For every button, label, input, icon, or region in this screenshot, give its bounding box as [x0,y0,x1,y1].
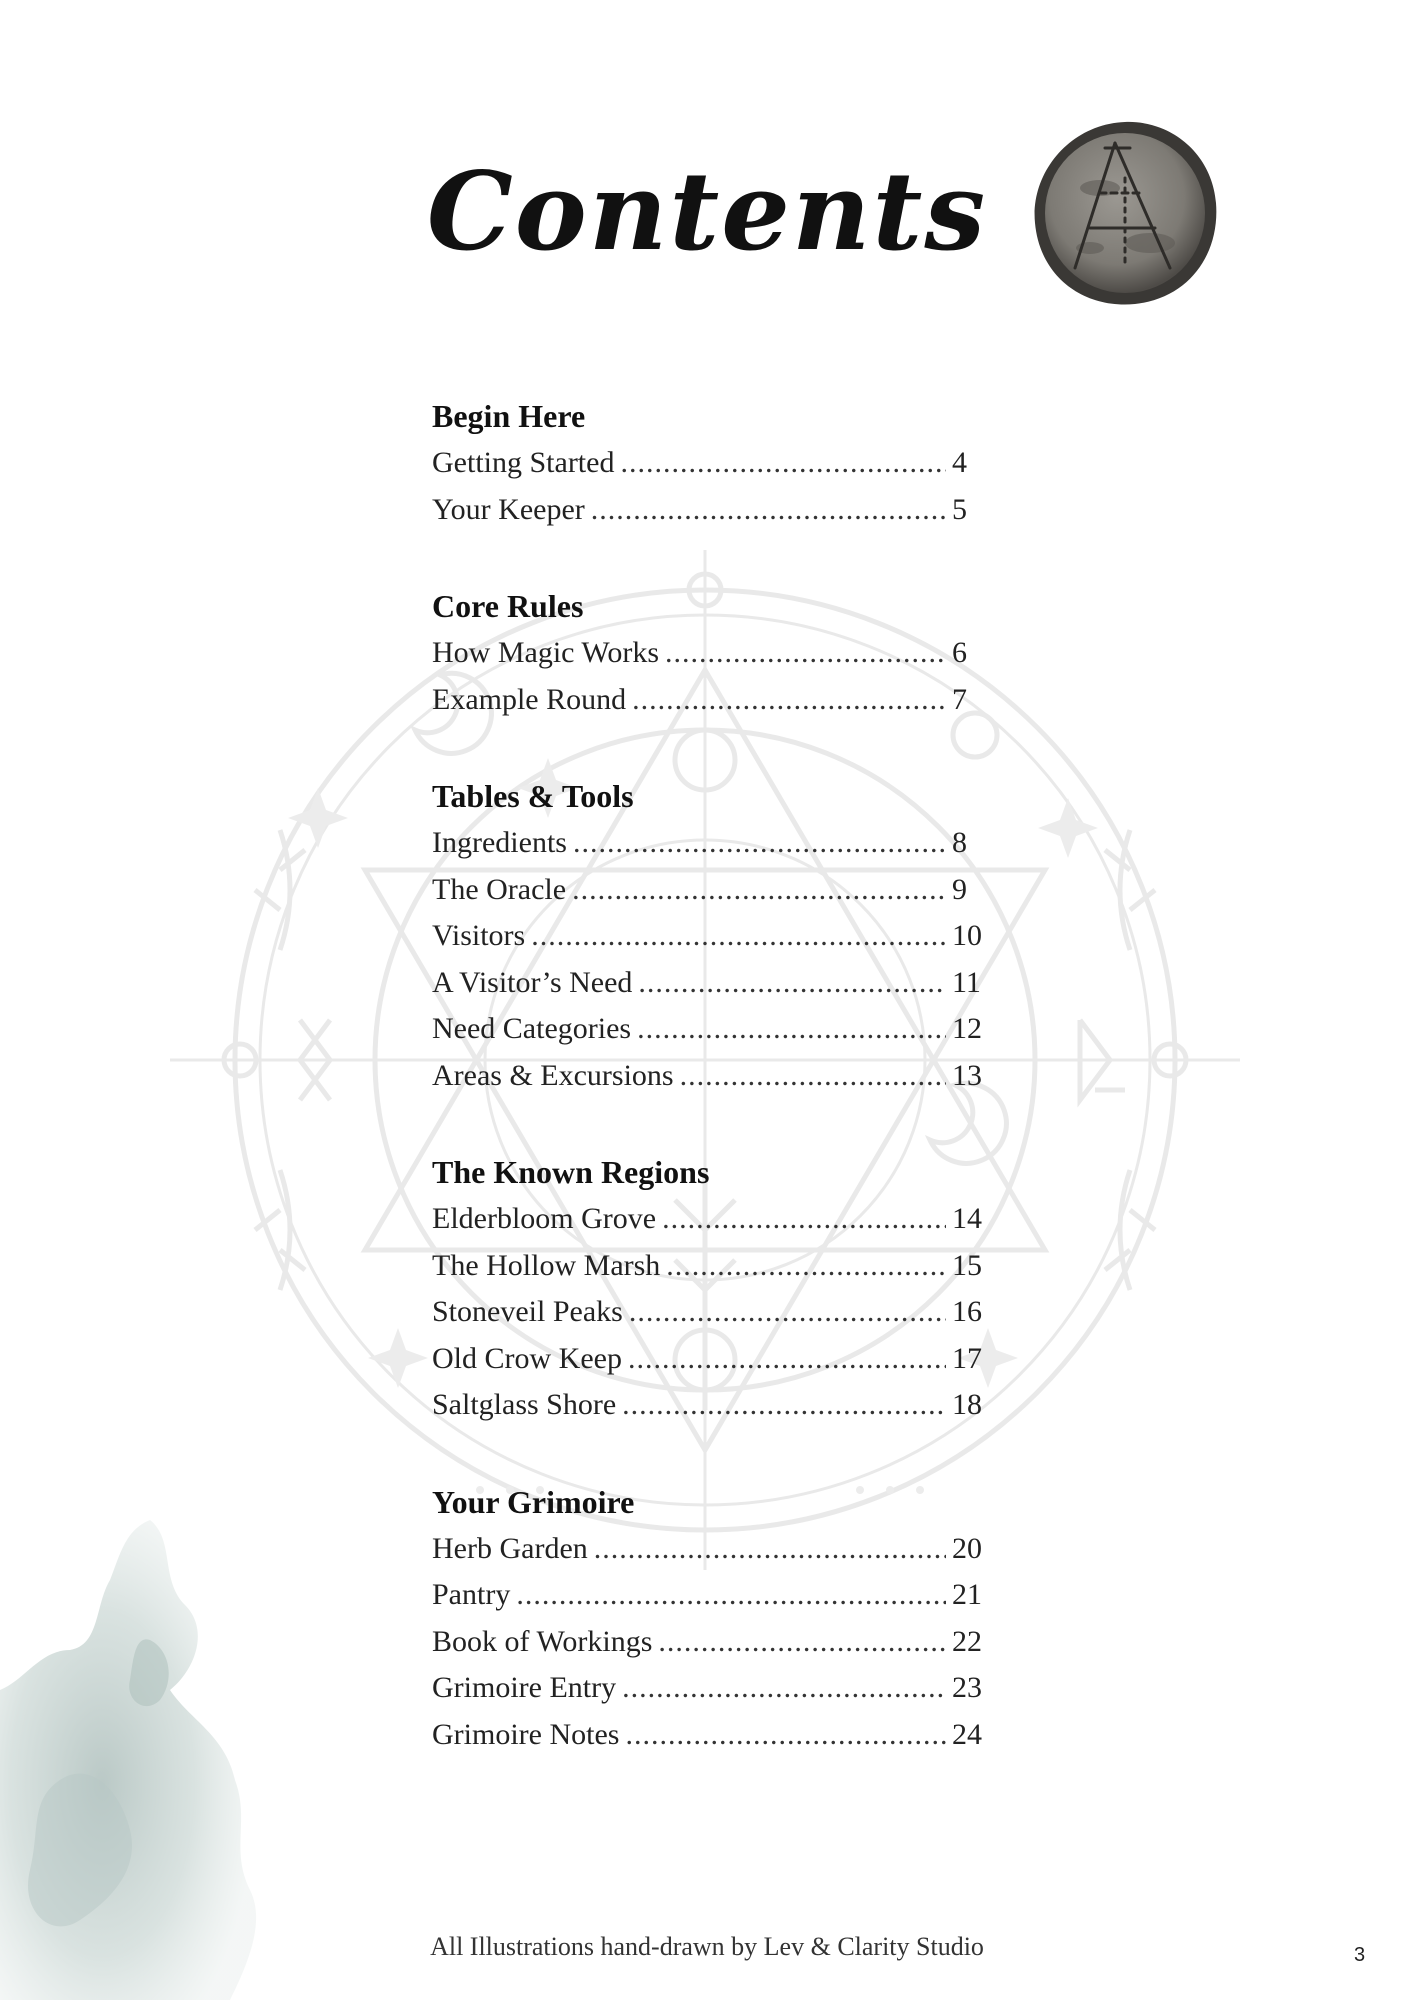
entry-title: Elderbloom Grove [432,1202,657,1235]
dot-leader [622,1665,946,1712]
entry-page-number: 18 [952,1388,982,1421]
entry-page-number: 20 [952,1531,982,1565]
toc-entry[interactable] [432,1526,992,1573]
entry-title: Herb Garden [432,1531,588,1565]
toc-section [432,582,992,723]
section-heading: Your Grimoire [432,1483,635,1520]
entry-title: Old Crow Keep [432,1341,622,1375]
dot-leader [638,960,946,1007]
entry-page-number: 21 [952,1578,982,1611]
toc-entry[interactable] [432,1053,992,1100]
toc-entry[interactable] [432,913,992,960]
toc-entry[interactable] [432,1382,992,1429]
table-of-contents [432,392,992,1807]
toc-entry[interactable] [432,1243,992,1290]
toc-entry[interactable] [432,1572,992,1619]
toc-section [432,1148,992,1429]
entry-title: Areas & Excursions [432,1058,674,1092]
toc-entry[interactable] [432,1006,992,1053]
section-heading: The Known Regions [432,1154,710,1190]
entry-page-number: 22 [952,1624,982,1658]
entry-title: A Visitor’s Need [432,965,633,999]
entry-title: Need Categories [432,1012,632,1045]
page-title: Contents [426,149,988,275]
entry-title: The Hollow Marsh [432,1248,661,1282]
entry-page-number: 24 [952,1717,982,1751]
dot-leader [632,677,946,724]
toc-entry[interactable] [432,1196,992,1243]
dot-leader [622,1382,946,1429]
entry-title: Ingredients [432,826,567,859]
dot-leader [662,1196,946,1243]
entry-title: Getting Started [432,446,615,479]
dot-leader [629,1289,946,1336]
toc-section [432,392,992,533]
dot-leader [666,1243,946,1290]
toc-entry[interactable] [432,1289,992,1336]
entry-title: The Oracle [432,872,567,906]
toc-entry[interactable] [432,867,992,914]
toc-entry[interactable] [432,820,992,867]
entry-page-number: 7 [952,682,967,716]
toc-entry[interactable] [432,440,992,487]
toc-entry[interactable] [432,1619,992,1666]
section-heading: Tables & Tools [432,778,634,814]
dot-leader [680,1053,946,1100]
illustration-credit: All Illustrations hand-drawn by Lev & Clarity Studio [430,1932,984,1961]
toc-entry[interactable] [432,1336,992,1383]
dot-leader [531,913,946,960]
dot-leader [628,1336,946,1383]
entry-title: Grimoire Notes [432,1717,620,1751]
entry-page-number: 9 [952,872,967,906]
toc-entry[interactable] [432,487,992,534]
entry-title: Saltglass Shore [432,1388,617,1421]
entry-title: Your Keeper [432,492,585,526]
entry-page-number: 11 [952,965,981,999]
entry-title: Stoneveil Peaks [432,1295,623,1328]
toc-entry[interactable] [432,960,992,1007]
entry-title: Pantry [432,1578,511,1611]
toc-section [432,772,992,1099]
entry-title: Visitors [432,919,526,952]
entry-page-number: 14 [952,1202,982,1235]
dot-leader [658,1619,946,1666]
entry-page-number: 16 [952,1295,982,1328]
dot-leader [516,1572,946,1619]
entry-page-number: 5 [952,492,967,526]
dot-leader [620,440,946,487]
entry-title: Grimoire Entry [432,1671,617,1704]
dot-leader [572,867,946,914]
entry-page-number: 23 [952,1671,982,1704]
dot-leader [625,1712,946,1759]
entry-page-number: 17 [952,1341,982,1375]
toc-entry[interactable] [432,677,992,724]
toc-section [432,1478,992,1759]
entry-page-number: 13 [952,1058,982,1092]
dot-leader [573,820,946,867]
dot-leader [591,487,946,534]
dot-leader [665,630,946,677]
dot-leader [637,1006,946,1053]
toc-entry[interactable] [432,1712,992,1759]
page-number: 3 [1354,1944,1366,1966]
watercolor-wash-icon [0,1520,280,2000]
entry-page-number: 8 [952,826,967,859]
entry-page-number: 12 [952,1012,982,1045]
entry-page-number: 4 [952,446,967,479]
entry-title: Example Round [432,682,627,716]
entry-page-number: 10 [952,919,982,952]
section-heading: Begin Here [432,398,586,434]
dot-leader [594,1526,946,1573]
toc-entry[interactable] [432,630,992,677]
entry-page-number: 15 [952,1248,982,1282]
entry-title: Book of Workings [432,1624,653,1658]
toc-entry[interactable] [432,1665,992,1712]
entry-title: How Magic Works [432,636,660,669]
entry-page-number: 6 [952,636,967,669]
section-heading: Core Rules [432,588,584,624]
